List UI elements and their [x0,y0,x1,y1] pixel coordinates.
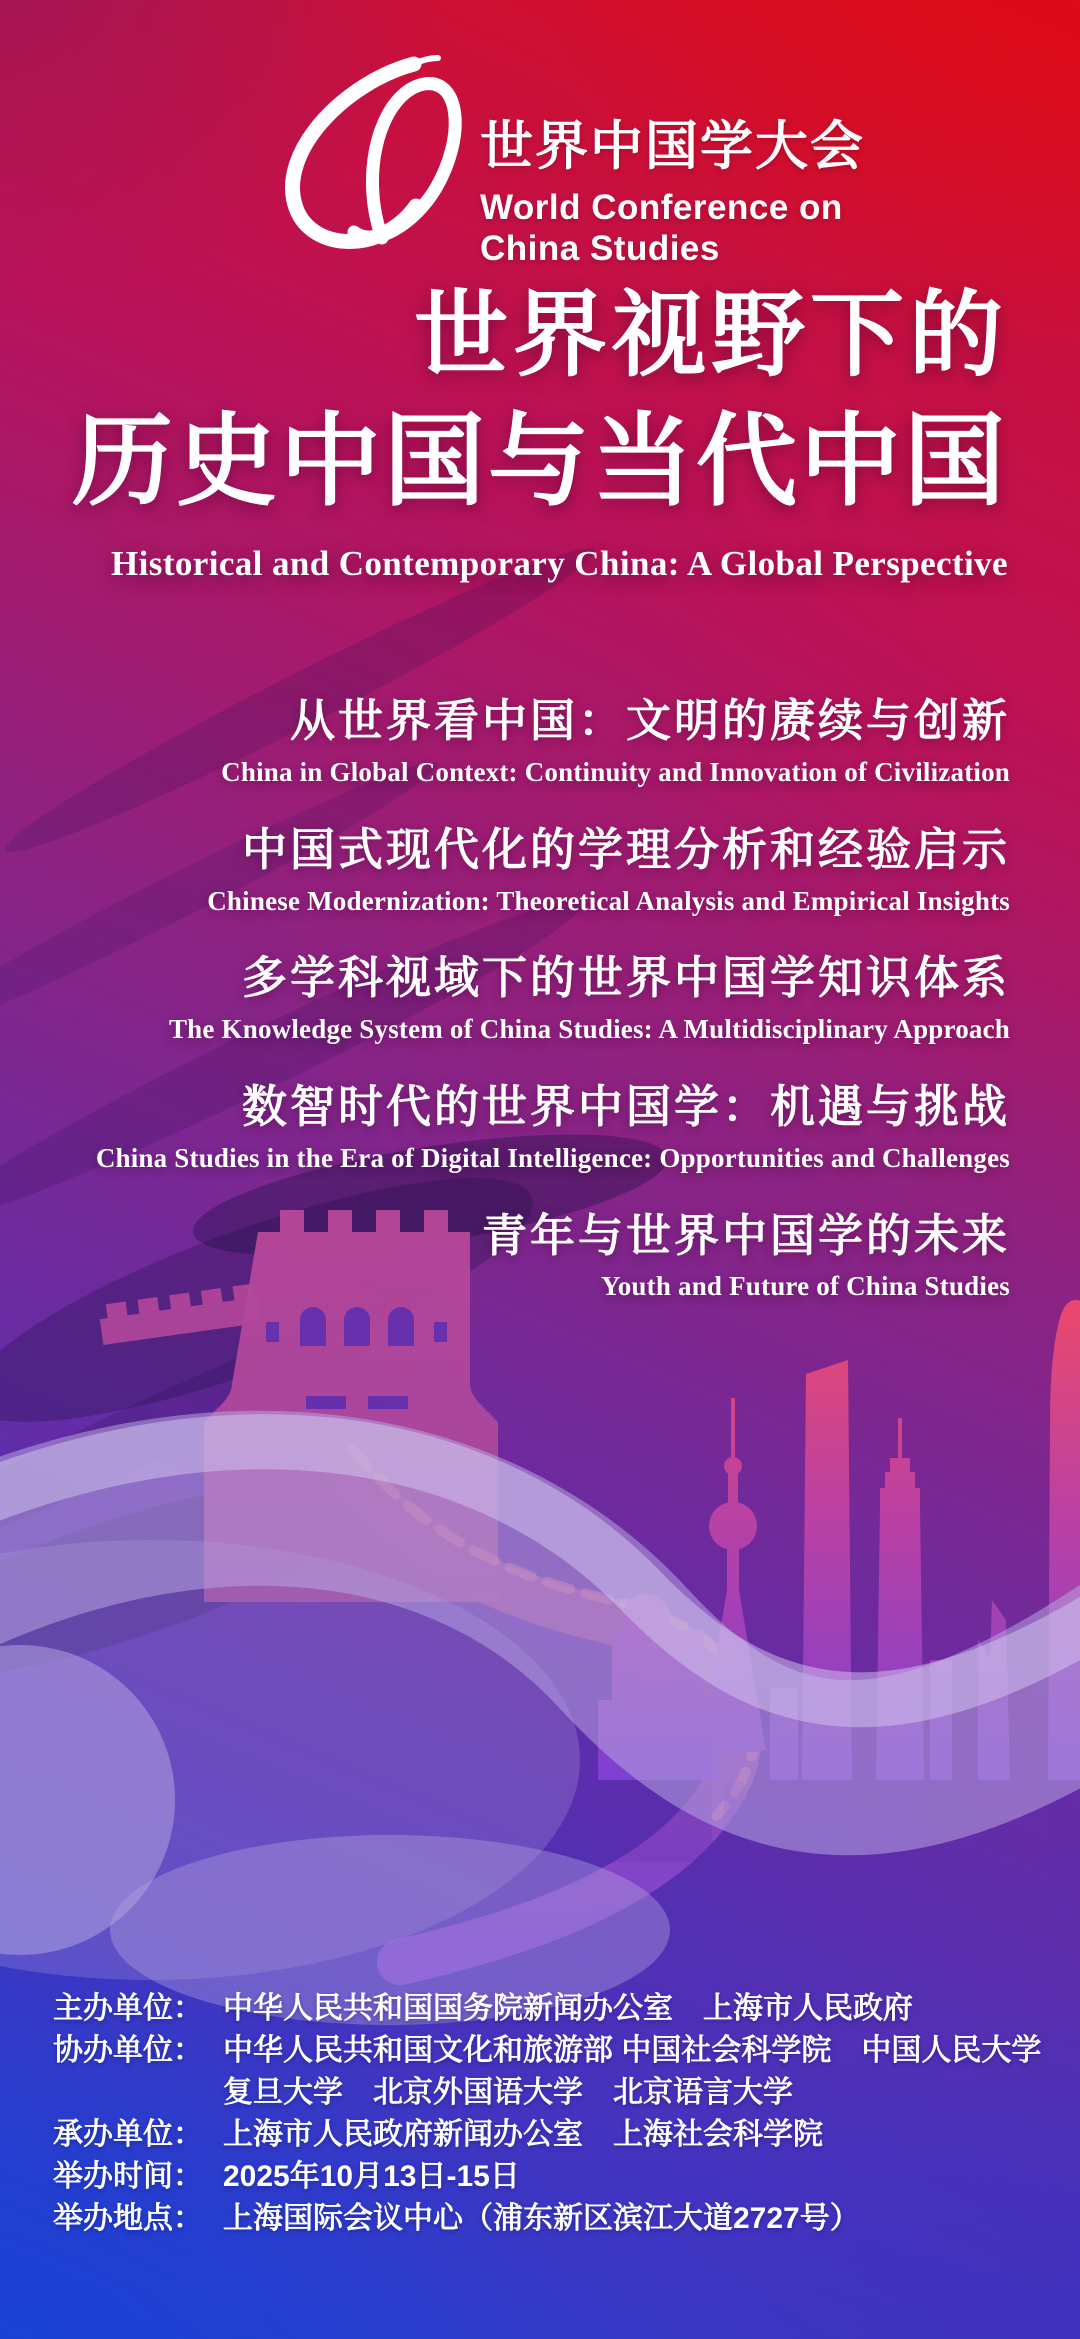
info-value: 上海市人民政府新闻办公室 上海社会科学院 [223,2118,823,2151]
main-title [0,282,1008,584]
topic-item [0,823,1010,919]
conference-logo [254,50,865,269]
info-label: 举办地点： [53,2202,203,2235]
event-info [53,1988,1050,2240]
info-value: 2025年10月13日-15日 [223,2160,520,2193]
topic-4-en: China Studies in the Era of Digital Intelligence: Opportunities and Challenges [95,1142,1010,1173]
info-label: 主办单位： [53,1992,203,2025]
topic-4-cn: 数智时代的世界中国学：机遇与挑战 [241,1081,1010,1132]
info-label: 协办单位： [53,2034,203,2067]
title-line1-cn: 世界视野下的 [413,284,1008,388]
topic-5-en: Youth and Future of China Studies [601,1271,1010,1302]
topic-2-en: Chinese Modernization: Theoretical Analysis and Empirical Insights [207,885,1010,916]
topic-item [0,951,1010,1047]
info-value [223,2030,1050,2114]
info-value: 上海国际会议中心（浦东新区滨江大道2727号） [223,2202,860,2235]
topic-5-cn: 青年与世界中国学的未来 [481,1210,1010,1261]
info-label: 承办单位： [53,2118,203,2151]
info-value-line2: 复旦大学 北京外国语大学 北京语言大学 [223,2076,793,2109]
topic-3-en: The Knowledge System of China Studies: A Multidisciplinary Approach [168,1014,1010,1045]
info-row-venue [53,2198,1050,2240]
logo-title-cn: 世界中国学大会 [480,117,865,176]
info-row-cohost [53,2030,1050,2114]
logo-title-en-line2: China Studies [480,228,720,268]
logo-title-en-line1: World Conference on [480,188,843,227]
topic-1-cn: 从世界看中国：文明的赓续与创新 [289,696,1010,746]
topic-2-cn: 中国式现代化的学理分析和经验启示 [241,824,1010,875]
info-row-date [53,2156,1050,2198]
topic-item [0,1209,1010,1305]
info-value-line1: 中华人民共和国文化和旅游部 中国社会科学院 中国人民大学 [223,2034,1042,2067]
info-value: 中华人民共和国国务院新闻办公室 上海市人民政府 [223,1992,913,2025]
logo-brush-mark-icon [254,50,466,250]
topic-item [0,694,1010,790]
topic-1-en: China in Global Context: Continuity and Innovation of Civilization [221,756,1010,787]
topic-3-cn: 多学科视域下的世界中国学知识体系 [241,953,1010,1004]
info-row-host [53,1988,1050,2030]
topic-list [0,694,1010,1337]
info-label: 举办时间： [53,2160,203,2193]
title-subtitle-en: Historical and Contemporary China: A Global Perspective [111,544,1008,584]
title-line2-cn: 历史中国与当代中国 [71,406,1008,519]
info-row-organizer [53,2114,1050,2156]
topic-item [0,1080,1010,1176]
